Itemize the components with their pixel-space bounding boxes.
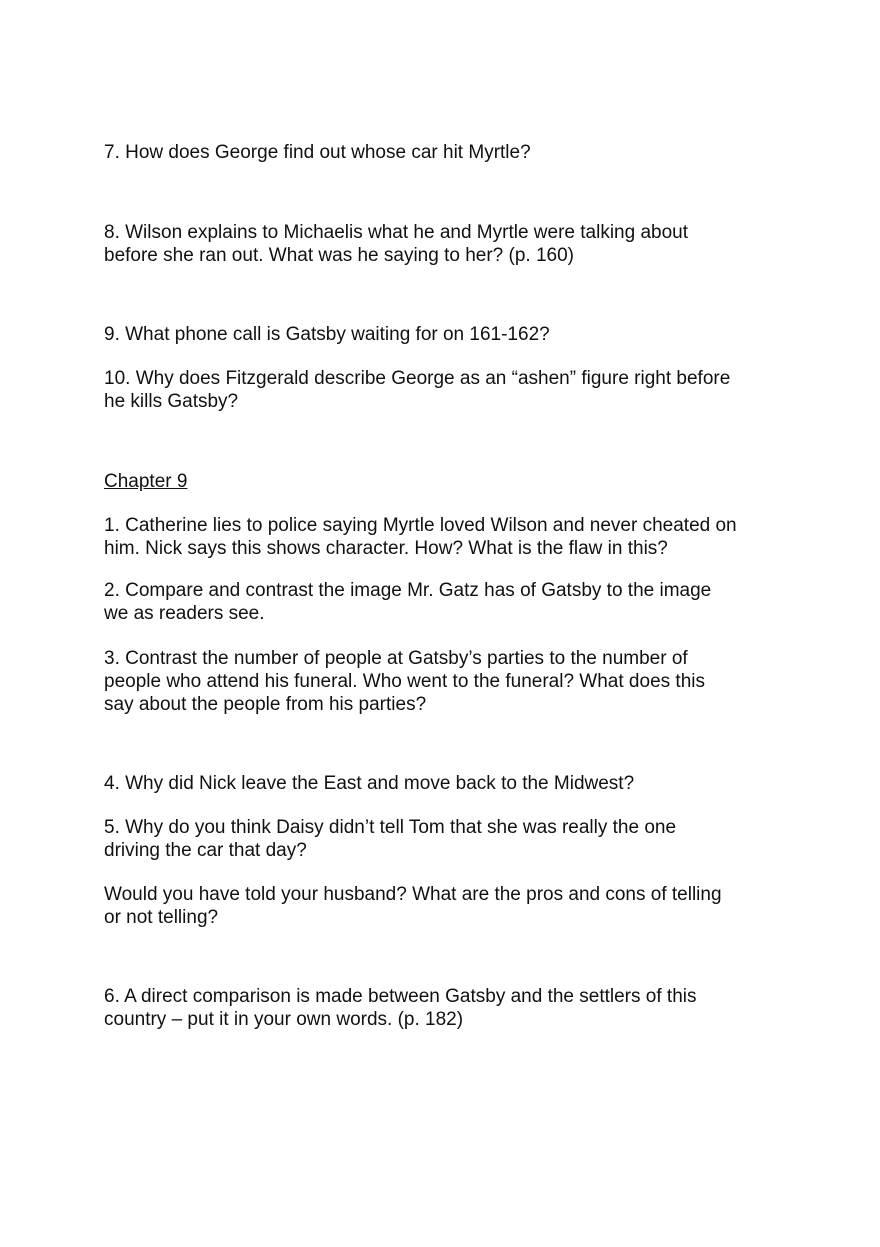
question-9: 9. What phone call is Gatsby waiting for on 161-162? — [104, 324, 550, 345]
chapter9-question-6: 6. A direct comparison is made between Gatsby and the settlers of this country – put it in your own words. (p. 182) — [104, 986, 697, 1030]
chapter9-question-5-followup: Would you have told your husband? What are the pros and cons of telling or not telling? — [104, 884, 722, 928]
chapter9-question-1: 1. Catherine lies to police saying Myrtle loved Wilson and never cheated on him. Nick says this shows character. How? What is the flaw in this? — [104, 515, 737, 559]
chapter9-question-5: 5. Why do you think Daisy didn’t tell Tom that she was really the one driving the car that day? — [104, 817, 677, 861]
chapter-heading: Chapter 9 — [104, 471, 188, 492]
question-7: 7. How does George find out whose car hit Myrtle? — [104, 142, 531, 163]
chapter9-question-2: 2. Compare and contrast the image Mr. Gatz has of Gatsby to the image we as readers see. — [104, 580, 712, 624]
chapter9-question-3: 3. Contrast the number of people at Gatsby’s parties to the number of people who attend his funeral. Who went to the funeral? What does this say about the people from his parties? — [104, 648, 705, 715]
chapter9-question-4: 4. Why did Nick leave the East and move back to the Midwest? — [104, 773, 635, 794]
question-8: 8. Wilson explains to Michaelis what he and Myrtle were talking about before she ran out. What was he saying to her? (p. 160) — [104, 222, 689, 266]
question-10: 10. Why does Fitzgerald describe George as an “ashen” figure right before he kills Gatsby? — [104, 368, 731, 412]
